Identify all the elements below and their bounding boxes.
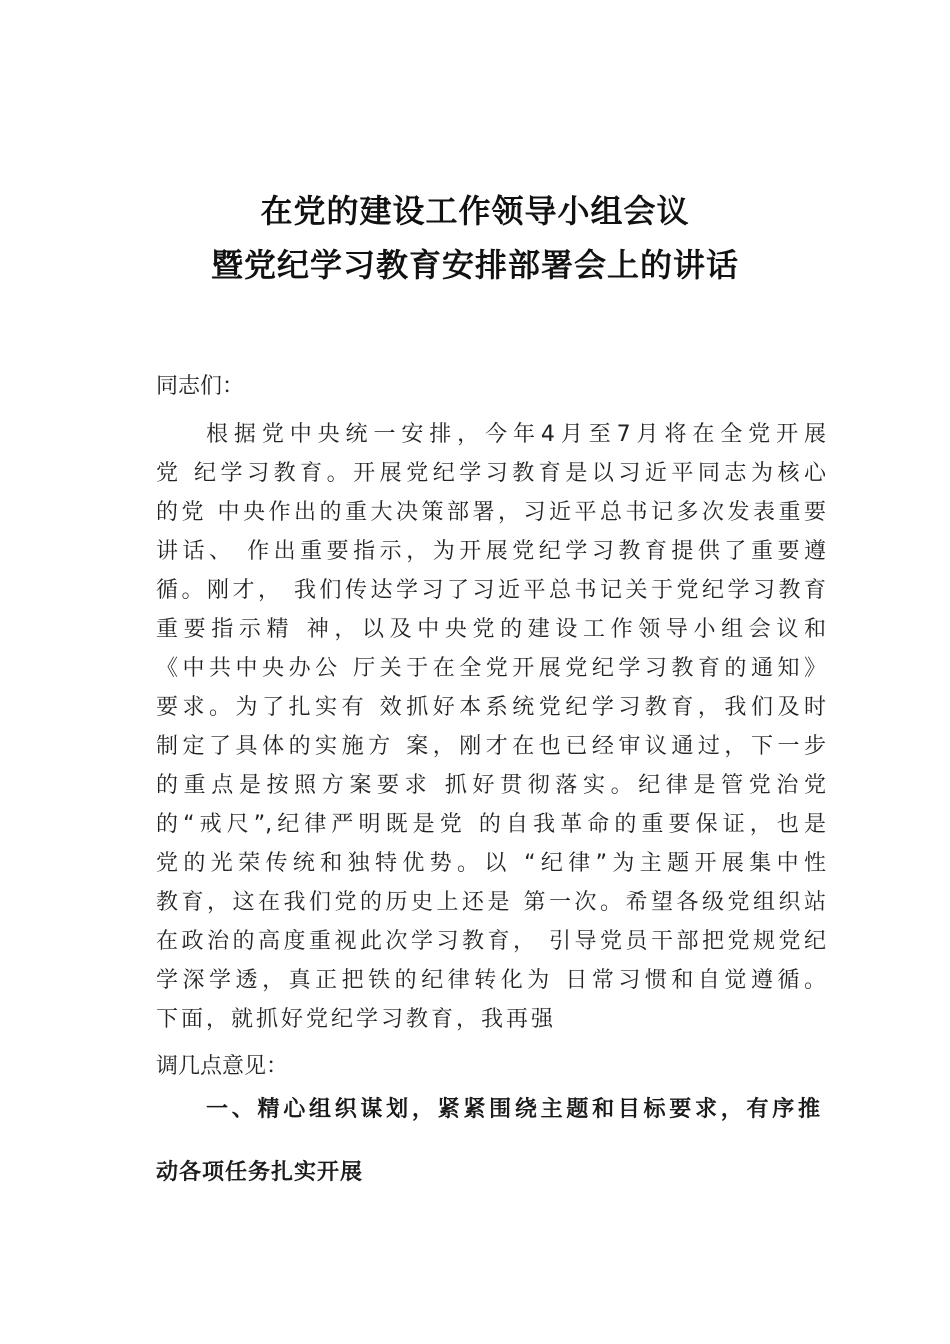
paragraph-line: 的党 中央作出的重大决策部署，习近平总书记多次发表重要 xyxy=(156,500,826,525)
paragraph-tail: 调几点意见： xyxy=(156,1054,289,1079)
paragraph-line: 讲话、 作出重要指示，为开展党纪学习教育提供了重要遵 xyxy=(156,539,826,564)
paragraph-line: 在政治的高度重视此次学习教育， 引导党员干部把党规党纪 xyxy=(156,929,826,954)
section-heading-line-1: 一、精心组织谋划，紧紧围绕主题和目标要求，有序推 xyxy=(206,1097,820,1122)
paragraph-line: 的“戒尺”,纪律严明既是党 的自我革命的重要保证，也是 xyxy=(156,812,826,837)
paragraph-line: 《中共中央办公 厅关于在全党开展党纪学习教育的通知》 xyxy=(156,656,826,681)
paragraph-line: 制定了具体的实施方 案，刚才在也已经审议通过，下一步 xyxy=(156,734,826,759)
paragraph-line: 要求。为了扎实有 效抓好本系统党纪学习教育，我们及时 xyxy=(156,695,826,720)
paragraph-line: 重要指示精 神，以及中央党的建设工作领导小组会议和 xyxy=(156,617,826,642)
document-title-line-1: 在党的建设工作领导小组会议 xyxy=(260,192,690,230)
paragraph-line: 教育，这在我们党的历史上还是 第一次。希望各级党组织站 xyxy=(156,890,826,915)
paragraph-line: 党 纪学习教育。开展党纪学习教育是以习近平同志为核心 xyxy=(156,461,826,486)
salutation: 同志们： xyxy=(156,374,245,399)
paragraph-line: 学深学透，真正把铁的纪律转化为 日常习惯和自觉遵循。 xyxy=(156,968,826,993)
document-title-line-2: 暨党纪学习教育安排部署会上的讲话 xyxy=(210,246,739,284)
paragraph-line: 下面，就抓好党纪学习教育，我再强 xyxy=(156,1007,557,1032)
paragraph-line: 根据党中央统一安排，今年4月至7月将在全党开展 xyxy=(206,422,826,447)
paragraph-line: 的重点是按照方案要求 抓好贯彻落实。纪律是管党治党 xyxy=(156,773,826,798)
paragraph-line: 循。刚才， 我们传达学习了习近平总书记关于党纪学习教育 xyxy=(156,578,826,603)
section-heading-line-2: 动各项任务扎实开展 xyxy=(156,1160,364,1185)
paragraph-line: 党的光荣传统和独特优势。以 “纪律”为主题开展集中性 xyxy=(156,851,826,876)
